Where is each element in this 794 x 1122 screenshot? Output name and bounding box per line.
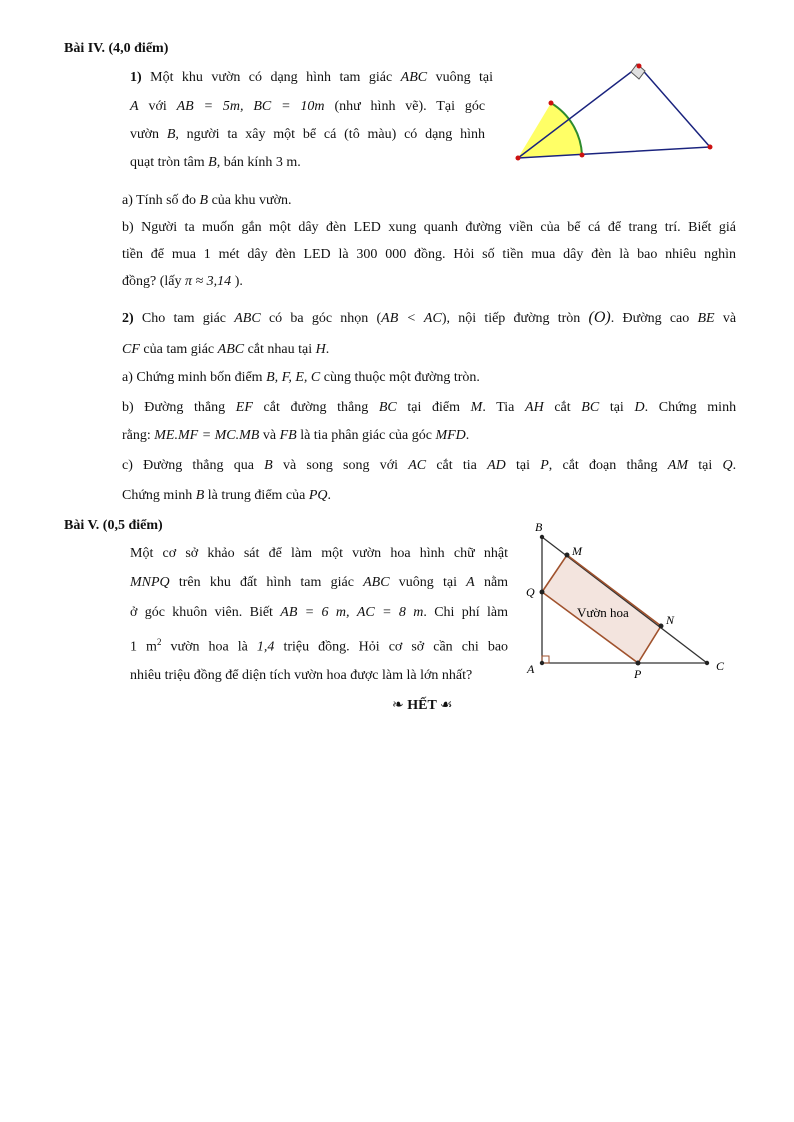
label-garden: Vườn hoa — [577, 605, 629, 620]
point-q — [540, 590, 545, 595]
point-a2 — [540, 661, 544, 665]
bai4-p1-line4: quạt tròn tâm B, bán kính 3 m. — [130, 155, 301, 170]
flower-garden-figure — [520, 518, 735, 686]
label-b2: B — [535, 520, 543, 534]
label-q: Q — [526, 585, 535, 599]
bai5-line3: ở góc khuôn viên. Biết AB = 6 m, AC = 8 m. Chi phí làm — [130, 605, 509, 620]
point-a — [637, 64, 642, 69]
bai4-2c-line1: c) Đường thẳng qua B và song song với AC cắt tia AD tại P, cắt đoạn thẳng AM tại Q. — [122, 458, 737, 473]
label-p: P — [634, 667, 642, 681]
bai4-1b-line1: b) Người ta muốn gắn một dây đèn LED xung quanh đường viền của bể cá để trang trí. Biết giá — [122, 220, 736, 235]
point-b — [516, 156, 521, 161]
bai4-1b-line2: tiền để mua 1 mét dây đèn LED là 300 000 đồng. Hỏi số tiền mua dây đèn là bao nhiêu nghìn — [122, 247, 736, 262]
point-c — [708, 145, 713, 150]
end-ornament-left: ❧ — [392, 698, 404, 713]
label-n: N — [666, 613, 675, 627]
bai4-p2-line2: CF của tam giác ABC cắt nhau tại H. — [122, 342, 330, 357]
fish-pond-sector — [518, 103, 582, 158]
garden-triangle-figure — [496, 42, 726, 177]
label-c2: C — [716, 659, 725, 673]
bai4-2c-line2: Chứng minh B là trung điểm của PQ. — [122, 488, 332, 503]
bai4-p2-line1: 2) Cho tam giác ABC có ba góc nhọn (AB < AC), nội tiếp đường tròn (O). Đường cao BE và — [122, 309, 737, 326]
label-m: M — [572, 544, 582, 558]
p1-num: 1) — [130, 70, 142, 85]
bai5-title: Bài V. (0,5 điểm) — [64, 518, 163, 533]
bai4-1b-line3: đồng? (lấy π ≈ 3,14 ). — [122, 274, 243, 289]
bai4-p1-line3: vườn B, người ta xây một bể cá (tô màu) có dạng hình — [130, 127, 485, 142]
point-p — [636, 661, 641, 666]
bai5-line2: MNPQ trên khu đất hình tam giác ABC vuông tại A nằm — [130, 575, 509, 590]
end-ornament-right: ☙ — [440, 698, 453, 713]
label-a2: A — [527, 662, 535, 676]
point-n — [659, 624, 664, 629]
point-b2 — [540, 535, 544, 539]
point-e — [549, 101, 554, 106]
bai4-2a: a) Chứng minh bốn điểm B, F, E, C cùng thuộc một đường tròn. — [122, 370, 480, 385]
point-d — [580, 153, 585, 158]
point-m — [565, 553, 570, 558]
end-text: HẾT — [407, 698, 437, 713]
bai4-p1-line2: A với AB = 5m, BC = 10m (như hình vẽ). Tại góc — [130, 99, 486, 114]
bai5-line5: nhiêu triệu đồng để diện tích vườn hoa được làm là lớn nhất? — [130, 668, 473, 683]
bai5-line4: 1 $m^2$ vườn hoa là 1,4 triệu đồng. Hỏi cơ sở cần chi bao — [130, 637, 509, 655]
bai5-line1: Một cơ sở khảo sát để làm một vườn hoa hình chữ nhật — [130, 546, 508, 561]
bai4-1a: a) Tính số đo B của khu vườn. — [122, 193, 292, 208]
bai4-p1-line1: 1) Một khu vườn có dạng hình tam giác ABC vuông tại — [130, 70, 494, 85]
bai4-title: Bài IV. (4,0 điểm) — [64, 41, 169, 56]
bai4-2b-line1: b) Đường thẳng EF cắt đường thẳng BC tại điểm M. Tia AH cắt BC tại D. Chứng minh — [122, 400, 737, 415]
end-mark — [392, 697, 453, 714]
point-c2 — [705, 661, 709, 665]
bai4-2b-line2: rằng: ME.MF = MC.MB và FB là tia phân giác của góc MFD. — [122, 428, 470, 443]
